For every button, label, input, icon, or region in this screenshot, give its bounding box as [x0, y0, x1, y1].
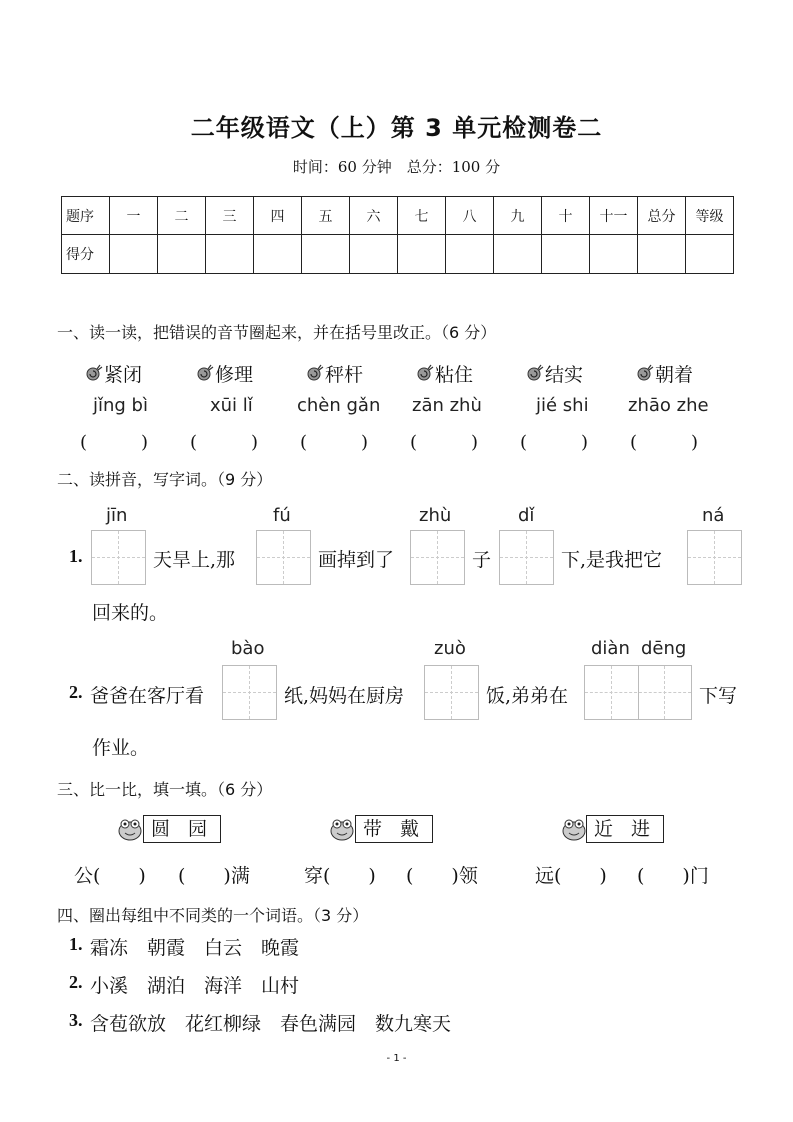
score-header-cell: 十一: [590, 197, 638, 235]
write-box-double[interactable]: [584, 665, 692, 720]
score-cell[interactable]: [302, 235, 350, 274]
sentence-text: 饭,弟弟在: [486, 685, 569, 707]
q2-pinyin: fú: [273, 505, 291, 526]
score-header-cell: 题序: [62, 197, 110, 235]
write-box[interactable]: [424, 665, 479, 720]
write-box[interactable]: [410, 530, 465, 585]
q1-word: [636, 360, 693, 387]
q1-pinyin: xūi lǐ: [210, 395, 253, 416]
score-header-cell: 十: [542, 197, 590, 235]
fill-blank[interactable]: 公( ): [74, 865, 146, 887]
q1-word-text: 修理: [215, 364, 254, 386]
section-3-heading: 三、比一比，填一填。（6 分）: [57, 780, 273, 799]
question-number: 1.: [69, 546, 83, 566]
score-cell[interactable]: [590, 235, 638, 274]
q2-pinyin: zhù: [419, 505, 452, 526]
q1-word: [416, 360, 473, 387]
q2-pinyin: ná: [702, 505, 725, 526]
word-group: 小溪 湖泊 海洋 山村: [90, 975, 300, 997]
snail-icon: [196, 364, 214, 382]
question-number: 1.: [69, 934, 83, 954]
answer-paren[interactable]: ( ): [520, 432, 589, 453]
section-4-heading: 四、圈出每组中不同类的一个词语。（3 分）: [57, 906, 369, 925]
write-box[interactable]: [222, 665, 277, 720]
question-number: 3.: [69, 1010, 83, 1030]
exam-info: 时间：60 分钟 总分：100 分: [292, 158, 501, 176]
compare-pair: 圆 园: [143, 815, 221, 843]
page-title: 二年级语文（上）第 3 单元检测卷二: [190, 114, 603, 142]
frog-icon: [561, 816, 587, 842]
score-cell[interactable]: [494, 235, 542, 274]
sentence-text: 下写: [699, 685, 738, 707]
score-cell[interactable]: [542, 235, 590, 274]
answer-paren[interactable]: ( ): [300, 432, 369, 453]
score-header-cell: 二: [158, 197, 206, 235]
score-cell[interactable]: [158, 235, 206, 274]
score-header-cell: 五: [302, 197, 350, 235]
score-header-cell: 六: [350, 197, 398, 235]
sentence-text: 纸,妈妈在厨房: [284, 685, 405, 707]
question-number: 2.: [69, 972, 83, 992]
score-header-cell: 一: [110, 197, 158, 235]
sentence-text: 下,是我把它: [561, 549, 663, 571]
score-header-cell: 三: [206, 197, 254, 235]
section-2-heading: 二、读拼音，写字词。（9 分）: [57, 470, 273, 489]
sentence-text: 天旱上,那: [153, 549, 236, 571]
word-group: 含苞欲放 花红柳绿 春色满园 数九寒天: [90, 1013, 452, 1035]
score-cell[interactable]: [446, 235, 494, 274]
sentence-text: 爸爸在客厅看: [90, 685, 205, 707]
score-header-cell: 等级: [686, 197, 734, 235]
question-number: 2.: [69, 682, 83, 702]
score-cell[interactable]: [206, 235, 254, 274]
q2-pinyin: dēng: [641, 638, 687, 659]
word-group: 霜冻 朝霞 白云 晚霞: [90, 937, 300, 959]
q1-pinyin: chèn gǎn: [297, 395, 381, 416]
q1-word: [526, 360, 583, 387]
q1-word: [306, 360, 363, 387]
score-row-label: 得分: [62, 235, 110, 274]
section-1-heading: 一、读一读，把错误的音节圈起来，并在括号里改正。（6 分）: [57, 323, 497, 342]
score-header-cell: 七: [398, 197, 446, 235]
score-cell[interactable]: [350, 235, 398, 274]
score-table: [61, 196, 734, 274]
snail-icon: [85, 364, 103, 382]
fill-blank[interactable]: 远( ): [535, 865, 607, 887]
answer-paren[interactable]: ( ): [80, 432, 149, 453]
write-box[interactable]: [256, 530, 311, 585]
compare-pair: 近 进: [586, 815, 664, 843]
fill-blank[interactable]: ( )领: [406, 865, 478, 887]
q1-word-text: 粘住: [435, 364, 474, 386]
sentence-text: 作业。: [92, 737, 150, 759]
score-cell[interactable]: [638, 235, 686, 274]
q1-pinyin: zān zhù: [412, 395, 482, 416]
q1-word-text: 结实: [545, 364, 584, 386]
answer-paren[interactable]: ( ): [410, 432, 479, 453]
q1-word: [196, 360, 253, 387]
snail-icon: [306, 364, 324, 382]
answer-paren[interactable]: ( ): [630, 432, 699, 453]
score-cell[interactable]: [398, 235, 446, 274]
sentence-text: 子: [472, 549, 492, 571]
q1-word-text: 秤杆: [325, 364, 364, 386]
sentence-text: 回来的。: [92, 602, 169, 624]
q1-word-text: 朝着: [655, 364, 694, 386]
snail-icon: [416, 364, 434, 382]
fill-blank[interactable]: ( )满: [178, 865, 250, 887]
page-number: - 1 -: [386, 1053, 407, 1064]
q1-pinyin: zhāo zhe: [628, 395, 709, 416]
score-header-cell: 八: [446, 197, 494, 235]
q1-word: [85, 360, 142, 387]
snail-icon: [636, 364, 654, 382]
compare-pair: 带 戴: [355, 815, 433, 843]
score-cell[interactable]: [254, 235, 302, 274]
frog-icon: [329, 816, 355, 842]
score-header-cell: 四: [254, 197, 302, 235]
fill-blank[interactable]: 穿( ): [304, 865, 376, 887]
q2-pinyin: bào: [231, 638, 265, 659]
q2-pinyin: dǐ: [518, 505, 535, 526]
write-box[interactable]: [687, 530, 742, 585]
score-header-cell: 九: [494, 197, 542, 235]
q2-pinyin: zuò: [434, 638, 466, 659]
q2-pinyin: jīn: [106, 505, 128, 526]
fill-blank[interactable]: ( )门: [637, 865, 709, 887]
snail-icon: [526, 364, 544, 382]
sentence-text: 画掉到了: [318, 549, 395, 571]
write-box[interactable]: [91, 530, 146, 585]
write-box[interactable]: [499, 530, 554, 585]
q1-pinyin: jié shi: [536, 395, 589, 416]
q2-pinyin: diàn: [591, 638, 630, 659]
score-cell[interactable]: [110, 235, 158, 274]
score-cell[interactable]: [686, 235, 734, 274]
q1-pinyin: jǐng bì: [93, 395, 148, 416]
score-header-cell: 总分: [638, 197, 686, 235]
q1-word-text: 紧闭: [104, 364, 143, 386]
frog-icon: [117, 816, 143, 842]
answer-paren[interactable]: ( ): [190, 432, 259, 453]
